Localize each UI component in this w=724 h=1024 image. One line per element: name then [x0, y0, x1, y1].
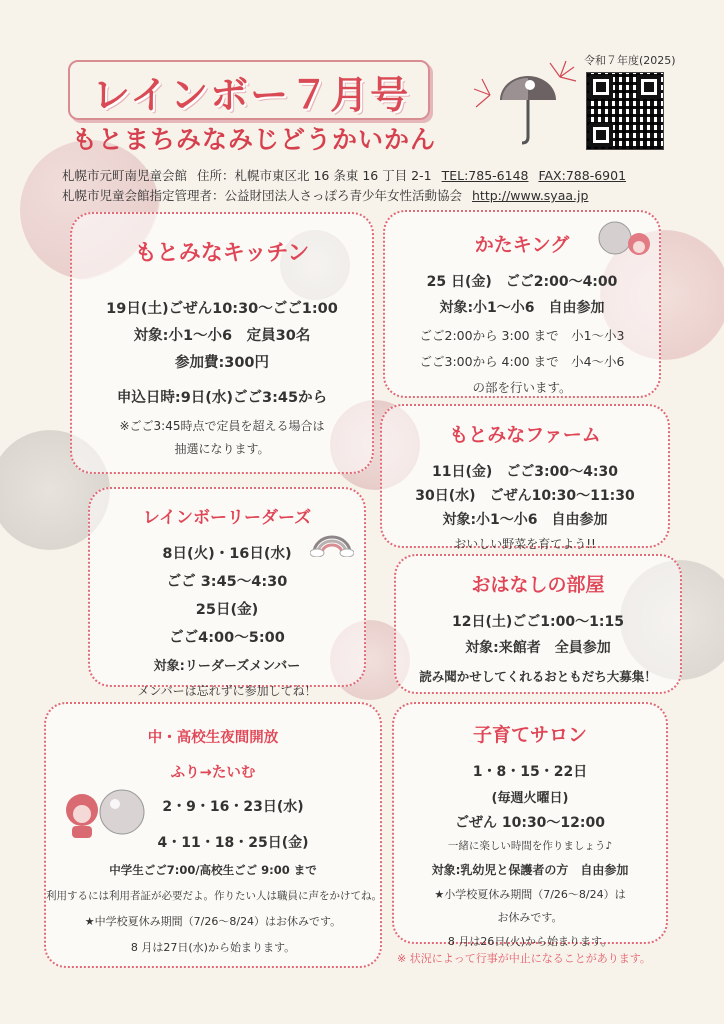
kitchen-fee: 参加費:300円: [174, 355, 270, 371]
salon-dates: 1・8・15・22日: [472, 764, 588, 780]
night-wednesdays: 2・9・16・23日(水): [162, 799, 304, 815]
salon-weekday: (毎週火曜日): [491, 791, 569, 806]
kataking-note: ごご3:00から 4:00 まで 小4～小6: [419, 354, 625, 369]
salon-note: お休みです。: [497, 911, 563, 924]
rainbow-icon: [310, 533, 354, 557]
leaders-title: レインボーリーダーズ: [142, 508, 312, 528]
night-note: 8 月は27日(水)から始まります。: [130, 941, 296, 954]
fiscal-year: 令和７年度(2025): [584, 54, 676, 67]
salon-title: 子育てサロン: [472, 724, 587, 746]
leaders-card: [88, 487, 366, 698]
night-fridays: 4・11・18・25日(金): [157, 835, 309, 851]
night-card: [44, 702, 382, 968]
umbrella-icon: [470, 55, 580, 145]
kataking-title: かたキング: [474, 234, 570, 256]
leaders-date2: 25日(金): [195, 602, 259, 618]
leaders-dates: 8日(火)・16日(水): [162, 546, 292, 562]
kitchen-target: 対象:小1～小6 定員30名: [133, 328, 311, 344]
kitchen-title: もとみなキッチン: [134, 241, 310, 266]
kitchen-card: [70, 212, 374, 474]
night-note: 利用するには利用者証が必要だよ。作りたい人は職員に声をかけてね。: [46, 890, 382, 902]
leaders-time2: ごご4:00～5:00: [169, 630, 285, 646]
story-card: [394, 554, 682, 694]
farm-card: [380, 404, 670, 551]
salon-target: 対象:乳幼児と保護者の方 自由参加: [431, 863, 629, 877]
story-date: 12日(土)ごご1:00～1:15: [452, 614, 624, 630]
salon-time: ごぜん 10:30～12:00: [454, 815, 605, 831]
kitchen-note: ※ごご3:45時点で定員を超える場合は: [119, 419, 325, 433]
qr-code[interactable]: [586, 72, 664, 150]
manager-name: 札幌市児童会館指定管理者：公益財団法人さっぽろ青少年女性活動協会: [62, 188, 463, 203]
farm-date1: 11日(金) ごご3:00～4:30: [432, 464, 618, 480]
address: 住所：札幌市東区北 16 条東 16 丁目 2-1: [197, 168, 432, 183]
kataking-target: 対象:小1～小6 自由参加: [439, 300, 605, 316]
leaders-note: メンバーは忘れずに参加してね！: [137, 684, 317, 698]
farm-note: おいしい野菜を育てよう!!: [454, 537, 596, 551]
kataking-note: の部を行います。: [472, 380, 572, 395]
bubble-icon: [597, 220, 653, 260]
salon-note: ★小学校夏休み期間（7/26～8/24）は: [434, 888, 626, 901]
story-target: 対象:来館者 全員参加: [465, 640, 611, 656]
night-hours: 中学生ごご7:00/高校生ごご 9:00 まで: [109, 863, 317, 877]
leaders-time: ごご 3:45～4:30: [166, 574, 288, 590]
salon-card: [392, 702, 668, 948]
newsletter-title: レインボー７月号: [92, 73, 411, 117]
hall-name-kana: もとまちみなみじどうかいかん: [72, 125, 437, 154]
fax-number: FAX:788-6901: [538, 168, 627, 183]
address-line: [62, 166, 632, 184]
hall-name: 札幌市元町南児童会館: [62, 168, 188, 183]
kitchen-application: 申込日時:9日(水)ごご3:45から: [116, 390, 328, 406]
website-link[interactable]: http://www.syaa.jp: [472, 188, 589, 203]
story-note: 読み聞かせしてくれるおともだち大募集！: [419, 669, 657, 684]
leaders-target: 対象:リーダーズメンバー: [153, 659, 301, 674]
kitchen-date: 19日(土)ごぜん10:30～ごご1:00: [106, 301, 338, 317]
farm-target: 対象:小1～小6 自由参加: [442, 512, 608, 528]
kataking-note: ごご2:00から 3:00 まで 小1～小3: [419, 328, 625, 343]
farm-title: もとみなファーム: [449, 424, 601, 446]
salon-note: 8 月は26日(火)から始まります。: [447, 935, 613, 948]
story-title: おはなしの部屋: [471, 574, 605, 596]
salon-note: 一緒に楽しい時間を作りましょう♪: [447, 840, 613, 852]
farm-date2: 30日(水) ごぜん10:30～11:30: [415, 488, 635, 504]
night-subtitle: ふり→たいむ: [170, 765, 256, 781]
kataking-date: 25 日(金) ごご2:00～4:00: [426, 274, 618, 290]
night-note: ★中学校夏休み期間（7/26～8/24）はお休みです。: [84, 915, 342, 928]
mascot-icon: [60, 786, 150, 846]
kataking-card: [383, 210, 661, 398]
cancellation-notice: ※ 状況によって行事が中止になることがあります。: [397, 952, 651, 965]
kitchen-note: 抽選になります。: [174, 442, 270, 456]
night-title: 中・高校生夜間開放: [147, 730, 279, 746]
tel-link[interactable]: TEL:785-6148: [441, 168, 529, 183]
manager-line: [62, 186, 594, 204]
